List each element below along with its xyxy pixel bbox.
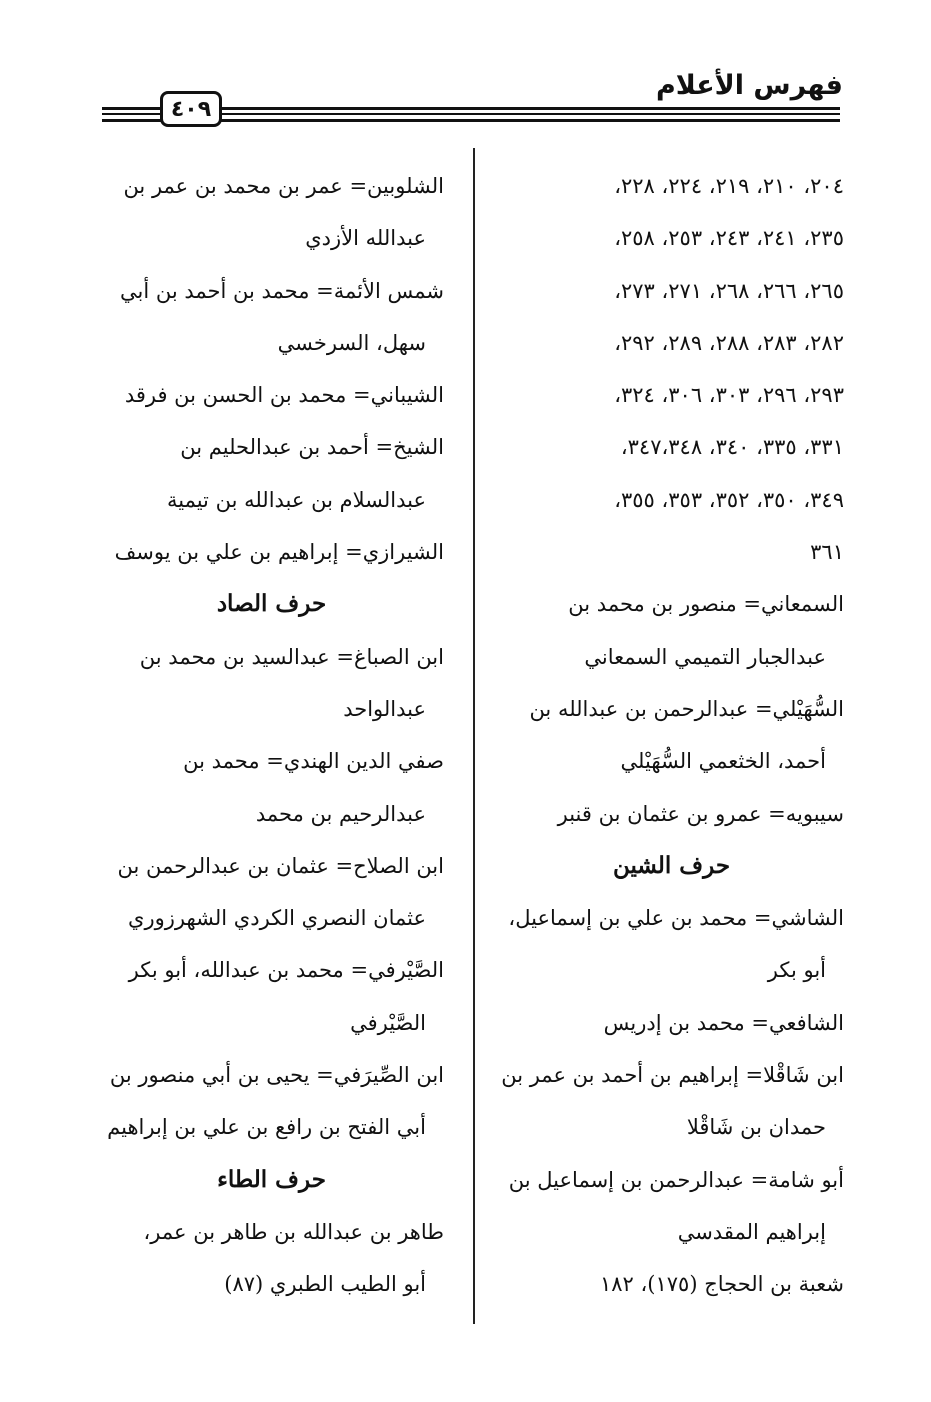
page-number-box — [160, 91, 222, 127]
index-entry: ابن شَاقْلا= إبراهيم بن أحمد بن عمر بن — [501, 1063, 844, 1088]
index-entry: السمعاني= منصور بن محمد بن — [568, 592, 844, 617]
index-entry: سيبويه= عمرو بن عثمان بن قنبر — [557, 801, 844, 826]
section-heading: حرف الشين — [612, 851, 731, 879]
index-entry-continuation: عبدالسلام بن عبدالله بن تيمية — [166, 487, 426, 512]
page-number: ٤٠٩ — [170, 96, 212, 122]
index-entry: الشلوبين= عمر بن محمد بن عمر بن — [123, 174, 444, 198]
index-entry: ابن الصلاح= عثمان بن عبدالرحمن بن — [117, 853, 444, 878]
page-reference-list: ٢٣٥، ٢٤١، ٢٤٣، ٢٥٣، ٢٥٨، — [614, 226, 844, 251]
left-column — [99, 160, 444, 1311]
section-heading: حرف الطاء — [217, 1165, 326, 1193]
index-entry: الشيرازي= إبراهيم بن علي بن يوسف — [114, 540, 444, 565]
page-reference-list: ٢٦٥، ٢٦٦، ٢٦٨، ٢٧١، ٢٧٣، — [614, 278, 844, 303]
right-column — [499, 160, 844, 1311]
index-entry-continuation: عبدالواحد — [343, 696, 426, 721]
index-entry-continuation: الصَّيْرفي — [350, 1010, 426, 1035]
page-reference-list: ٢٠٤، ٢١٠، ٢١٩، ٢٢٤، ٢٢٨، — [614, 174, 844, 198]
page-reference-list: ٣٦١ — [810, 540, 844, 565]
running-head: فهرس الأعلام — [655, 70, 843, 101]
index-entry-continuation: أحمد، الخثعمي السُّهَيْلي — [620, 749, 826, 774]
index-entry: صفي الدين الهندي= محمد بن — [183, 749, 444, 774]
index-entry: الشيخ= أحمد بن عبدالحليم بن — [180, 435, 444, 460]
index-entry: الشاشي= محمد بن علي بن إسماعيل، — [508, 906, 844, 931]
index-entry-continuation: إبراهيم المقدسي — [677, 1219, 826, 1244]
column-divider — [473, 148, 475, 1324]
index-entry-continuation: عثمان النصري الكردي الشهرزوري — [128, 906, 426, 931]
index-entry: ابن الصِّيرَفي= يحيى بن أبي منصور بن — [109, 1063, 444, 1088]
section-heading: حرف الصاد — [216, 590, 327, 618]
index-entry-continuation: حمدان بن شَاقْلا — [686, 1115, 826, 1140]
index-entry: أبو شامة= عبدالرحمن بن إسماعيل بن — [508, 1167, 844, 1192]
index-entry-continuation: سهل، السرخسي — [277, 330, 426, 355]
index-entry-continuation: أبو الطيب الطبري (٨٧) — [224, 1272, 426, 1297]
index-entry: شعبة بن الحجاج (١٧٥)، ١٨٢ — [599, 1272, 844, 1297]
index-entry: الشافعي= محمد بن إدريس — [603, 1010, 844, 1035]
page-reference-list: ٣٤٩، ٣٥٠، ٣٥٢، ٣٥٣، ٣٥٥، — [614, 487, 844, 512]
page-reference-list: ٣٣١، ٣٣٥، ٣٤٠، ٣٤٧،٣٤٨، — [620, 435, 844, 460]
index-entry: طاهر بن عبدالله بن طاهر بن عمر، — [143, 1219, 444, 1244]
index-entry-continuation: أبي الفتح بن رافع بن علي بن إبراهيم — [107, 1115, 426, 1140]
index-entry: الصَّيْرفي= محمد بن عبدالله، أبو بكر — [128, 958, 444, 983]
index-entry: ابن الصباغ= عبدالسيد بن محمد بن — [139, 644, 444, 669]
page-reference-list: ٢٩٣، ٢٩٦، ٣٠٣، ٣٠٦، ٣٢٤، — [614, 383, 844, 408]
index-entry: السُّهَيْلي= عبدالرحمن بن عبدالله بن — [529, 696, 844, 721]
index-entry: الشيباني= محمد بن الحسن بن فرقد — [124, 383, 444, 408]
index-entry: شمس الأئمة= محمد بن أحمد بن أبي — [119, 278, 444, 303]
index-entry-continuation: عبدالله الأزدي — [305, 226, 426, 251]
index-entry-continuation: عبدالجبار التميمي السمعاني — [584, 644, 826, 669]
index-entry-continuation: أبو بكر — [767, 958, 826, 983]
index-entry-continuation: عبدالرحيم بن محمد — [255, 801, 426, 826]
page-reference-list: ٢٨٢، ٢٨٣، ٢٨٨، ٢٨٩، ٢٩٢، — [614, 330, 844, 355]
